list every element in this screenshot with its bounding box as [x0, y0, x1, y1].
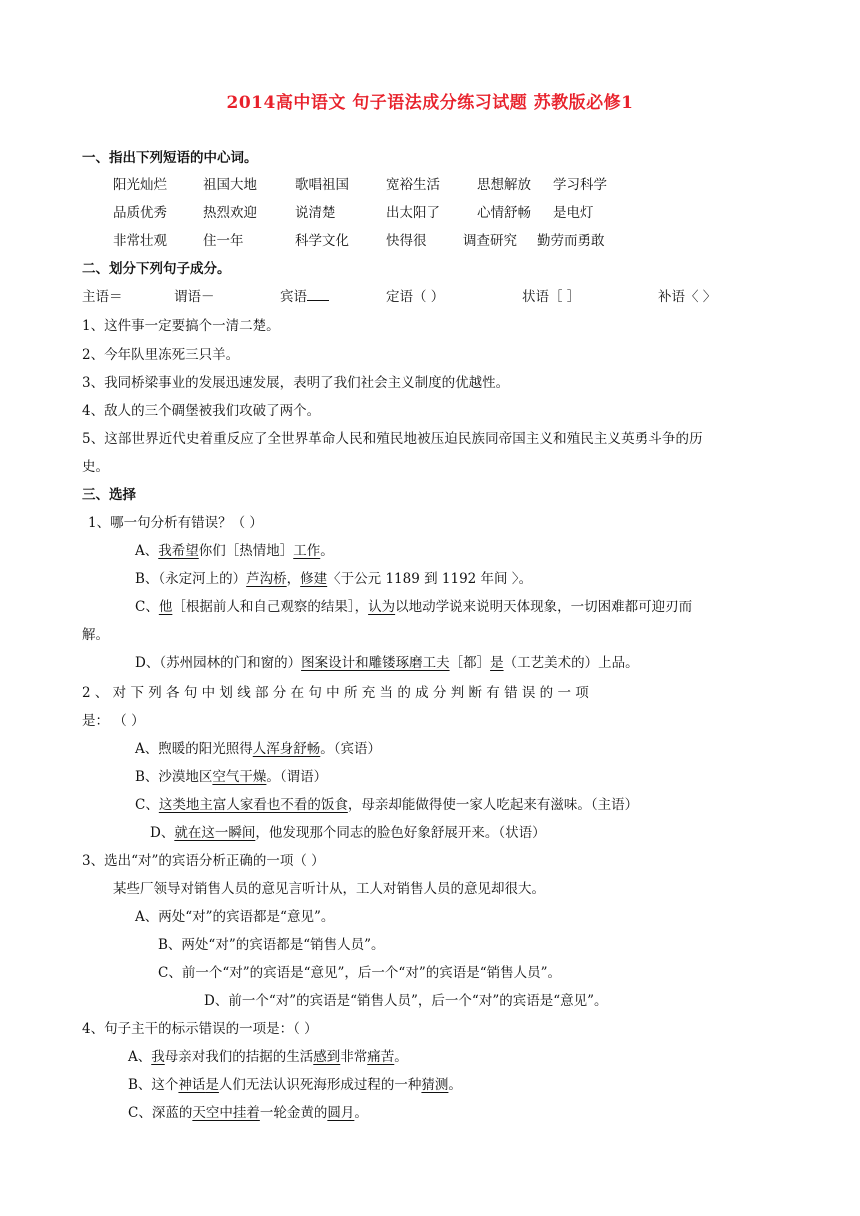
q2-stem: 2 、 对 下 列 各 句 中 划 线 部 分 在 句 中 所 充 当 的 成 分 判 断 有 错 误 的 一 项: [82, 685, 589, 701]
legend-object: 宾语: [280, 287, 329, 307]
legend-adverbial: 状语［ ］: [522, 289, 581, 305]
q2-option-a: A、煦暖的阳光照得人浑身舒畅。（宾语）: [135, 741, 381, 757]
phrase: 阳光灿烂: [113, 177, 167, 193]
q3-option-d: D、前一个“对”的宾语是“销售人员”，后一个“对”的宾语是“意见”。: [204, 993, 608, 1009]
phrase: 宽裕生活: [386, 177, 440, 193]
q1-option-c-cont: 解。: [82, 627, 109, 643]
phrase: 科学文化: [295, 233, 349, 249]
q3-option-a: A、两处“对”的宾语都是“意见”。: [135, 909, 335, 925]
q2-option-b: B、沙漠地区空气干燥。（谓语）: [135, 769, 328, 785]
section1-heading: 一、指出下列短语的中心词。: [82, 150, 258, 166]
q4-option-c: C、深蓝的天空中挂着一轮金黄的圆月。: [128, 1105, 368, 1121]
phrase: 调查研究: [463, 233, 517, 249]
phrase: 是电灯: [553, 205, 594, 221]
q4-option-b: B、这个神话是人们无法认识死海形成过程的一种猜测。: [128, 1077, 462, 1093]
phrase: 勤劳而勇敢: [537, 233, 605, 249]
phrase: 说清楚: [295, 205, 336, 221]
sentence-item: 1、这件事一定要搞个一清二楚。: [82, 318, 280, 334]
phrase: 品质优秀: [113, 205, 167, 221]
q1-option-b: B、（永定河上的）芦沟桥，修建〈于公元 1189 到 1192 年间 〉。: [135, 571, 533, 587]
q2-option-c: C、这类地主富人家看也不看的饭食，母亲却能做得使一家人吃起来有滋味。（主语）: [135, 797, 639, 813]
phrase: 快得很: [386, 233, 427, 249]
legend-subject: 主语＝: [82, 289, 123, 305]
q1-option-c: C、他［根据前人和自己观察的结果］，认为以地动学说来说明天体现象，一切困难都可迎刃而: [135, 599, 693, 615]
section2-heading: 二、划分下列句子成分。: [82, 261, 231, 277]
q3-stem: 3、选出“对”的宾语分析正确的一项（ ）: [82, 853, 325, 869]
q2-option-d: D、就在这一瞬间，他发现那个同志的脸色好象舒展开来。（状语）: [150, 825, 546, 841]
phrase: 出太阳了: [386, 205, 440, 221]
q3-option-c: C、前一个“对”的宾语是“意见”，后一个“对”的宾语是“销售人员”。: [158, 965, 562, 981]
sentence-item: 5、这部世界近代史着重反应了全世界革命人民和殖民地被压迫民族同帝国主义和殖民主义英勇斗争的历: [82, 431, 703, 447]
sentence-item: 3、我同桥梁事业的发展迅速发展，表明了我们社会主义制度的优越性。: [82, 375, 510, 391]
phrase: 住一年: [203, 233, 244, 249]
q3-sentence: 某些厂领导对销售人员的意见言听计从，工人对销售人员的意见却很大。: [113, 881, 545, 897]
q1-stem: 1、哪一句分析有错误？（ ）: [88, 515, 263, 531]
phrase: 思想解放: [477, 177, 531, 193]
q2-stem-cont: 是： （ ）: [82, 713, 145, 729]
section3-heading: 三、选择: [82, 487, 136, 503]
sentence-item-cont: 史。: [82, 459, 109, 475]
legend-predicate: 谓语－: [174, 289, 215, 305]
phrase: 学习科学: [553, 177, 607, 193]
legend-attributive: 定语（ ）: [386, 289, 445, 305]
phrase: 非常壮观: [113, 233, 167, 249]
phrase: 歌唱祖国: [295, 177, 349, 193]
sentence-item: 4、敌人的三个碉堡被我们攻破了两个。: [82, 403, 321, 419]
q1-option-a: A、我希望你们［热情地］工作。: [135, 543, 334, 559]
q4-option-a: A、我母亲对我们的拮据的生活感到非常痛苦。: [128, 1049, 408, 1065]
q1-option-d: D、（苏州园林的门和窗的）图案设计和雕镂琢磨工夫［都］是（工艺美术的）上品。: [135, 655, 639, 671]
legend-complement: 补语〈 〉: [658, 289, 717, 305]
phrase: 热烈欢迎: [203, 205, 257, 221]
document-title: 2014高中语文 句子语法成分练习试题 苏教版必修1: [226, 93, 634, 113]
q4-stem: 4、句子主干的标示错误的一项是：（ ）: [82, 1021, 318, 1037]
phrase: 心情舒畅: [477, 205, 531, 221]
sentence-item: 2、今年队里冻死三只羊。: [82, 347, 240, 363]
phrase: 祖国大地: [203, 177, 257, 193]
q3-option-b: B、两处“对”的宾语都是“销售人员”。: [158, 937, 385, 953]
